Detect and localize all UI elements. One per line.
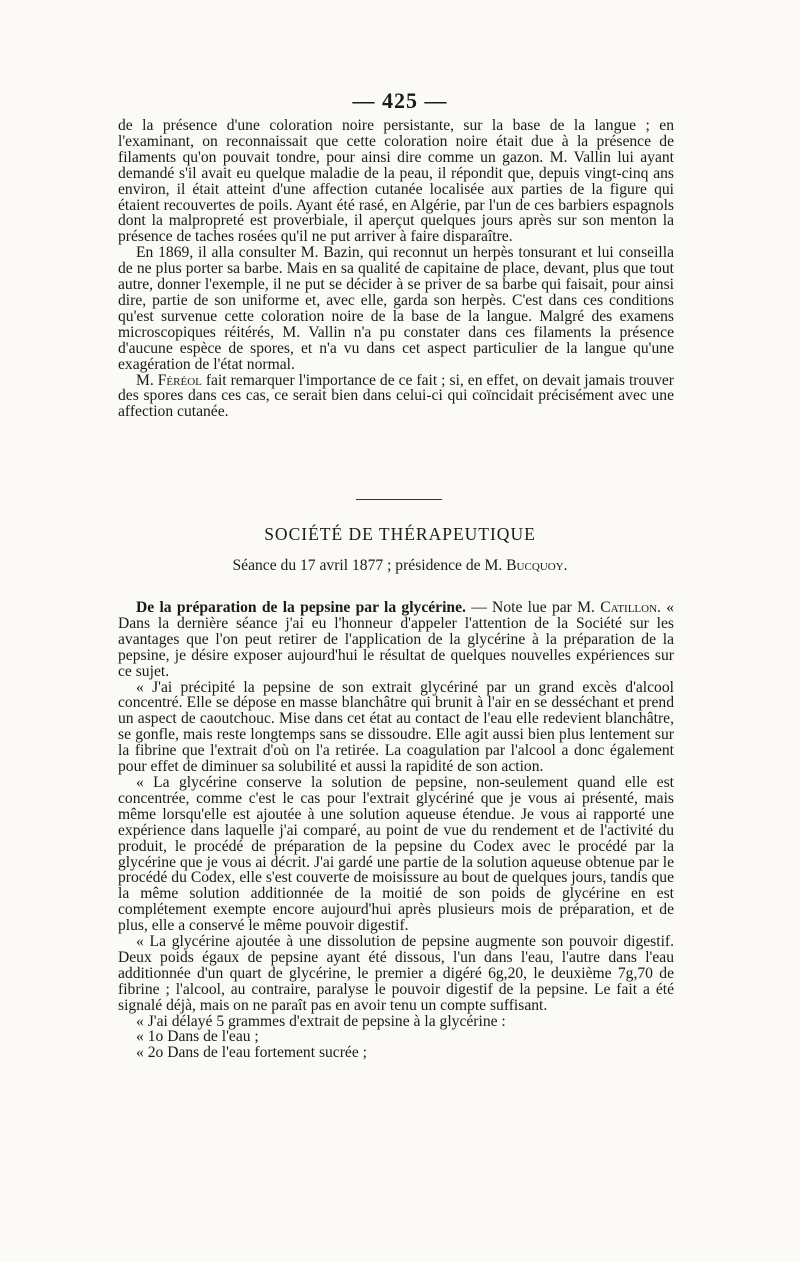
session-text: Séance du 17 avril 1877 ; présidence de M. <box>232 557 507 574</box>
fereol-name: Féréol <box>157 371 202 389</box>
article-author: Catillon <box>600 599 658 616</box>
list-item-1: « 1o Dans de l'eau ; <box>136 1028 259 1046</box>
article-text-block <box>118 600 674 1061</box>
paragraph-conservation: « La glycérine conserve la solution de pepsine, non-seulement quand elle est concentrée, comme c'est le cas pour l'extrait glycériné que je vous ai présenté, mais même lorsqu'elle est ajoutée à une solution aqueuse étendue. Je vous ai rapporté une expérience dans laquelle j'ai comparé, au point de vue du rendement et de l'activité du produit, le procédé de préparation de la pepsine du Codex avec le procédé par la glycérine que je vous ai décrit. J'ai gardé une partie de la solution aqueuse obtenue par le procédé du Codex, elle s'est couverte de moisissure au bout de quelques jours, tandis que la même solution additionnée de la moitié de son poids de glycérine en est complétement exempte encore aujourd'hui après plusieurs mois de préparation, et de plus, elle a conservé le même pouvoir digestif. <box>118 773 674 935</box>
top-text-block <box>118 118 674 420</box>
paragraph-alcohol: « J'ai précipité la pepsine de son extrait glycériné par un grand excès d'alcool concentré. Elle se dépose en masse blanchâtre qui brunit à l'air en se desséchant et prend un aspect de caoutchouc. Mise dans cet état au contact de l'eau elle redevient blanchâtre, se gonfle, mais reste longtemps sans se dissoudre. Elle agit aussi bien plus lentement sur la fibrine que l'extrait d'où on l'a retirée. La coagulation par l'alcool a donc également pour effet de diminuer sa solubilité et aussi la rapidité de son action. <box>118 678 674 776</box>
fereol-prefix: M. <box>136 371 158 389</box>
article-title: De la préparation de la pepsine par la glycérine. <box>136 599 466 616</box>
session-line <box>0 557 800 575</box>
page-number: — 425 — <box>352 88 448 113</box>
paragraph-fereol <box>118 373 674 421</box>
article-text: . « Dans la dernière séance j'ai eu l'honneur d'appeler l'attention de la Société sur les avantages que l'on peut retirer de l'application de la glycérine à la préparation de la pepsine, je désire exposer aujourd'hui le résultat de quelques nouvelles expériences sur ce sujet. <box>118 599 674 680</box>
paragraph-experiment: « J'ai délayé 5 grammes d'extrait de pepsine à la glycérine : <box>136 1012 506 1030</box>
society-heading: SOCIÉTÉ DE THÉRAPEUTIQUE <box>264 524 536 544</box>
paragraph-bazin: En 1869, il alla consulter M. Bazin, qui reconnut un herpès tonsurant et lui conseilla de ne plus porter sa barbe. Mais en sa qualité de capitaine de place, devant, plus que tout autre, donner l'exemple, il ne put se décider à se priver de sa barbe qui faisait, pour ainsi dire, partie de son uniforme et, avec elle, garda son herpès. C'est dans ces conditions qu'est survenue cette coloration noire de la base de la langue. Malgré des examens microscopiques réitérés, M. Vallin n'a pu constater dans ces filaments la présence d'aucune espèce de spores, et n'a vu dans cet aspect particulier de la langue qu'une exagération de l'état normal. <box>118 244 674 373</box>
list-item-2: « 2o Dans de l'eau fortement sucrée ; <box>136 1044 367 1062</box>
article-dash: — Note lue par M. <box>465 599 601 616</box>
paragraph-vallin-case: de la présence d'une coloration noire persistante, sur la base de la langue ; en l'examinant, on reconnaissait que cette coloration noire était due à la présence de filaments qu'on pouvait tondre, pour ainsi dire comme un gazon. M. Vallin lui ayant demandé s'il avait eu quelque maladie de la peau, il répondit que, depuis vingt-cinq ans environ, il était atteint d'une affection cutanée localisée aux parties de la figure qui étaient recouvertes de poils. Ayant été rasé, en Algérie, par l'un de ces barbiers espagnols dont la malpropreté est proverbiale, il aperçut quelques jours après sur son menton la présence de taches rosées qu'il ne put arriver à faire disparaître. <box>118 117 674 246</box>
session-end: . <box>563 557 568 574</box>
section-divider <box>356 499 442 500</box>
session-president: Bucquoy <box>506 557 564 574</box>
article-intro <box>118 600 674 680</box>
paragraph-digestive-power: « La glycérine ajoutée à une dissolution de pepsine augmente son pouvoir digestif. Deux poids égaux de pepsine ayant été dissous, l'un dans l'eau, l'autre dans l'eau additionnée d'un quart de glycérine, le premier a digéré 6g,20, le deuxième 7g,70 de fibrine ; l'alcool, au contraire, paralyse le pouvoir digestif de la pepsine. Le fait a été signalé déjà, mais on ne paraît pas en avoir tenu un compte suffisant. <box>118 933 674 1014</box>
fereol-text: fait remarquer l'importance de ce fait ; si, en effet, on devait jamais trouver des spores dans ces cas, ce serait bien dans celui-ci qui coïncidait précisément avec une affection cutanée. <box>118 371 674 421</box>
